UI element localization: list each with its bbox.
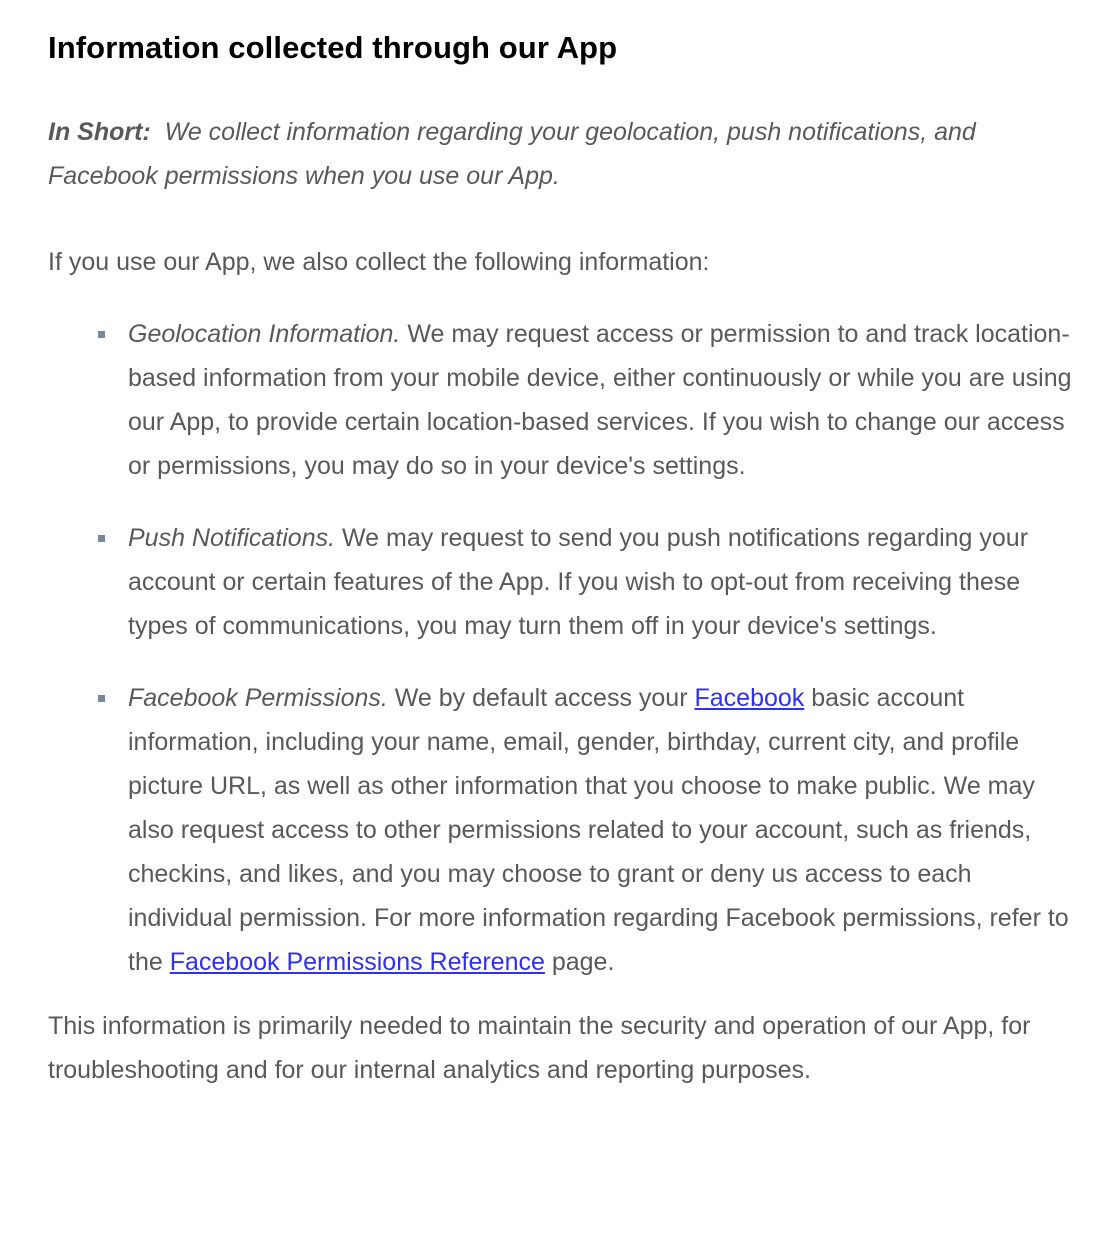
in-short-text: We collect information regarding your geolocation, push notifications, and Facebook permissions when you use our App. <box>48 118 976 190</box>
in-short-label: In Short: <box>48 118 151 146</box>
outro-paragraph: This information is primarily needed to maintain the security and operation of our App, for troubleshooting and for our internal analytics and reporting purposes. <box>48 1012 1031 1084</box>
item-term: Facebook Permissions. <box>128 684 388 712</box>
item-text: We may request to send you push notifications regarding your account or certain features of the App. If you wish to opt-out from receiving these types of communications, you may turn them off in your device's settings. <box>128 524 1029 640</box>
item-text: We by default access your <box>394 684 688 712</box>
list-item-facebook-permissions <box>128 676 1072 984</box>
square-bullet-icon <box>98 535 105 542</box>
item-text-continued: basic account information, including your name, email, gender, birthday, current city, and profile picture URL, as well as other information that you choose to make public. We may also request access to other permissions related to your account, such as friends, checkins, and likes, and you may choose to grant or deny us access to each individual permission. For more information regarding Facebook permissions, refer to the <box>128 684 1069 976</box>
section-title: Information collected through our App <box>48 30 618 65</box>
list-item-push-notifications <box>128 516 1072 648</box>
list-item-geolocation <box>128 312 1072 488</box>
facebook-permissions-reference-link[interactable]: Facebook Permissions Reference <box>169 948 545 976</box>
facebook-link[interactable]: Facebook <box>694 684 805 712</box>
in-short-summary <box>48 110 1072 198</box>
info-list <box>48 312 1072 984</box>
square-bullet-icon <box>98 695 105 702</box>
item-text: We may request access or permission to and track location-based information from your mobile device, either continuously or while you are using our App, to provide certain location-based services. If you wish to change our access or permissions, you may do so in your device's settings. <box>128 320 1072 480</box>
item-text-end: page. <box>551 948 615 976</box>
item-term: Geolocation Information. <box>128 320 401 348</box>
item-term: Push Notifications. <box>128 524 336 552</box>
intro-paragraph: If you use our App, we also collect the following information: <box>48 248 710 276</box>
square-bullet-icon <box>98 331 105 338</box>
